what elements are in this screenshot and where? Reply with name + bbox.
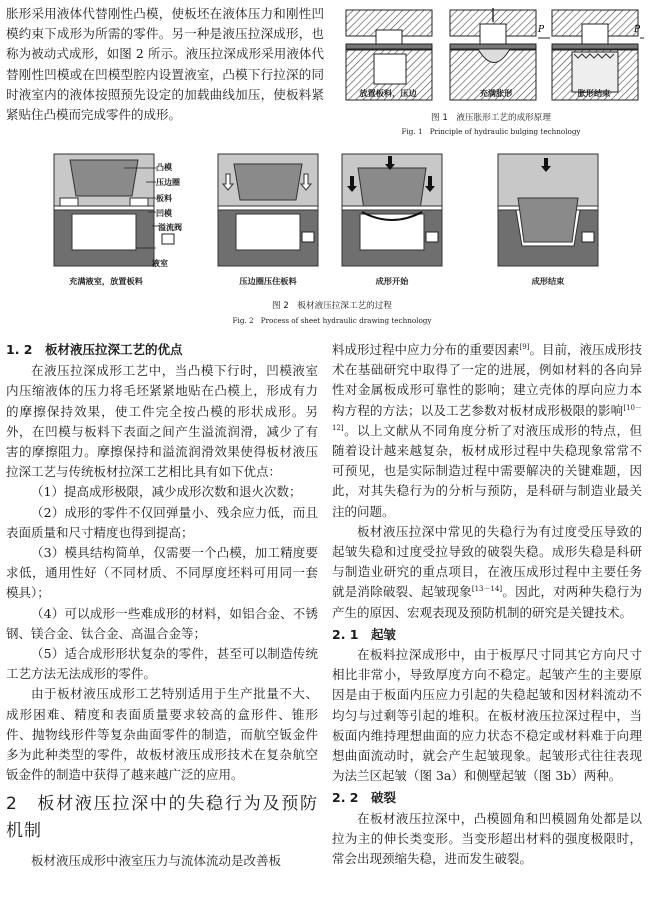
section-2-heading: 2 板材液压拉深中的失稳行为及预防机制 [6,794,318,842]
figure-2 [52,152,612,332]
fig2-panel-1 [54,154,154,266]
top-left-paragraph [6,4,324,125]
fig1-panel-3 [552,10,644,100]
section-2-1-heading: 2. 1 起皱 [332,626,396,642]
fig1-sub-label-2: 充满胀形 [479,88,513,98]
fig2-label-punch: 凸模 [156,163,172,172]
fig2-sub-label-4: 成形结束 [531,276,565,286]
fig2-label-relief-valve: 溢流阀 [158,223,182,232]
fig2-label-chamber: 液室 [152,259,168,268]
fig2-caption-en: Fig. 2 Process of sheet hydraulic drawing technology [232,316,432,325]
section-1-2-heading: 1. 2 板材液压拉深工艺的优点 [6,342,183,357]
right-paragraph-3: 在板料拉深成形中，由于板厚尺寸同其它方向尺寸相比非常小，导致厚度方向不稳定。起皱产生的主要原因是由于板面内压应力引起的失稳起皱和因材料流动不均匀与过剩等引起的堆积。在板材液压拉深过程中，当板面内维持理想曲面的应力状态不稳定或材料难于向理想曲面流动时，就会产生起皱现象。起皱形式往往表现为法兰区起皱（图 3a）和侧壁起皱（图 3b）两种。 [332,647,642,784]
citation-13-14: [13－14] [471,585,503,594]
fig1-panel-2 [450,8,550,100]
right-paragraph-1: 料成形过程中应力分布的重要因素[9]。目前，液压成形技术在基础研究中取得了一定的进展，例如材料的各向异性对金属板成形可靠性的影响；建立壳体的厚向应力本构方程的方法；以及工艺参数对板材成形极限的影响[10－12]。以上文献从不同角度分析了对液压成形的特点，但随着设计越来越复杂，板材成形过程中失稳现象常常不可预见，也是实际制造过程中需要解决的关键难题，因此，对其失稳行为的分析与预防，是科研与制造业最关注的问题。 [332,342,642,519]
fig2-sub-label-2: 压边圈压住板料 [239,276,297,286]
fig2-label-sheet: 板料 [156,194,172,203]
right-paragraph-2: 板材液压拉深中常见的失稳行为有过度受压导致的起皱失稳和过度受拉导致的破裂失稳。成形失稳是科研与制造业研究的重点项目，在液压成形过程中主要任务就是消除破裂、起皱现象[13－14]。因此，对两种失稳行为产生的原因、宏观表现及预防机制的研究是关键技术。 [332,523,642,620]
left-paragraph-1: 在液压拉深成形工艺中，当凸模下行时，凹模液室内压缩液体的压力将毛坯紧紧地贴在凸模上，形成有力的摩擦保持效果，使工件完全按凸模的形状成形。另外，在凹模与板料下表面之间产生溢流润滑，减少了有害的摩擦阻力。摩擦保持和溢流润滑效果使得板材液压拉深工艺与传统板材拉深工艺相比具有如下优点： [6,363,318,480]
fig1-caption-cn: 图 1 液压胀形工艺的成形原理 [431,113,551,123]
figure-2-drawing [52,152,612,277]
fig1-p-label-1: P [634,25,641,35]
fig1-panel-1 [346,10,432,100]
right-column [332,340,642,869]
fig2-panel-2 [218,154,318,266]
fig1-sub-label-1: 放置板料，压边 [359,88,417,98]
right-paragraph-4: 在板材液压拉深中，凸模圆角和凹模圆角处都是以拉为主的伸长类变形。当变形超出材料的强度极限时，常会出现颈缩失稳，进而发生破裂。 [332,810,642,867]
fig1-p-label-2: P [538,25,545,35]
left-paragraph-2: 由于板材液压成形工艺特别适用于生产批量不大、成形困难、精度和表面质量要求较高的盒形件、锥形件、抛物线形件等复杂曲面零件的制造，而航空钣金件多为此种类型的零件，故板材液压成形技术在复杂航空钣金件的制造中获得了越来越广泛的应用。 [6,686,318,783]
advantage-item-3: （3）模具结构简单，仅需要一个凸模，加工精度要求低，通用性好（不同材质、不同厚度坯料可用同一套模具）； [6,545,318,601]
fig1-caption-en: Fig. 1 Principle of hydraulic bulging technology [401,127,581,136]
fig2-panel-4 [498,154,598,266]
advantage-item-2: （2）成形的零件不仅回弹量小、残余应力低，而且表面质量和尺寸精度也得到提高； [6,504,318,540]
fig2-sub-label-1: 充满液室，放置板料 [69,276,143,286]
advantage-item-4: （4）可以成形一些难成形的材料，如铝合金、不锈钢、镁合金、钛合金、高温合金等； [6,605,318,641]
citation-10-12: [10－12] [332,403,642,432]
fig2-label-die: 凹模 [156,209,172,218]
fig2-label-blank-holder: 压边圈 [156,178,180,187]
left-paragraph-3: 板材液压成形中液室压力与流体流动是改善板 [31,853,282,869]
fig2-panel-3 [342,154,442,266]
advantage-item-1: （1）提高成形极限，减少成形次数和退火次数； [31,484,302,500]
fig1-sub-label-3: 胀形结束 [577,88,611,98]
citation-9: [9] [519,342,530,351]
top-left-text: 胀形采用液体代替刚性凸模，使板坯在液体压力和刚性凹模约束下成形为所需的零件。另一种是液压拉深成形，也称为被动式成形，如图 2 所示。液压拉深成形采用液体代替刚性凹模或在凹模型腔内设置液室，凸模下行拉深的同时液室内的液体按照预先设定的加载曲线加压，使板料紧紧贴住凸模而完成零件的成形。 [6,6,324,123]
figure-1 [338,2,644,142]
fig2-caption-cn: 图 2 板材液压拉深工艺的过程 [272,301,392,311]
fig2-sub-label-3: 成形开始 [375,276,409,286]
advantage-item-5: （5）适合成形形状复杂的零件，甚至可以制造传统工艺方法无法成形的零件。 [6,646,318,682]
left-column [6,340,318,872]
section-2-2-heading: 2. 2 破裂 [332,790,396,806]
